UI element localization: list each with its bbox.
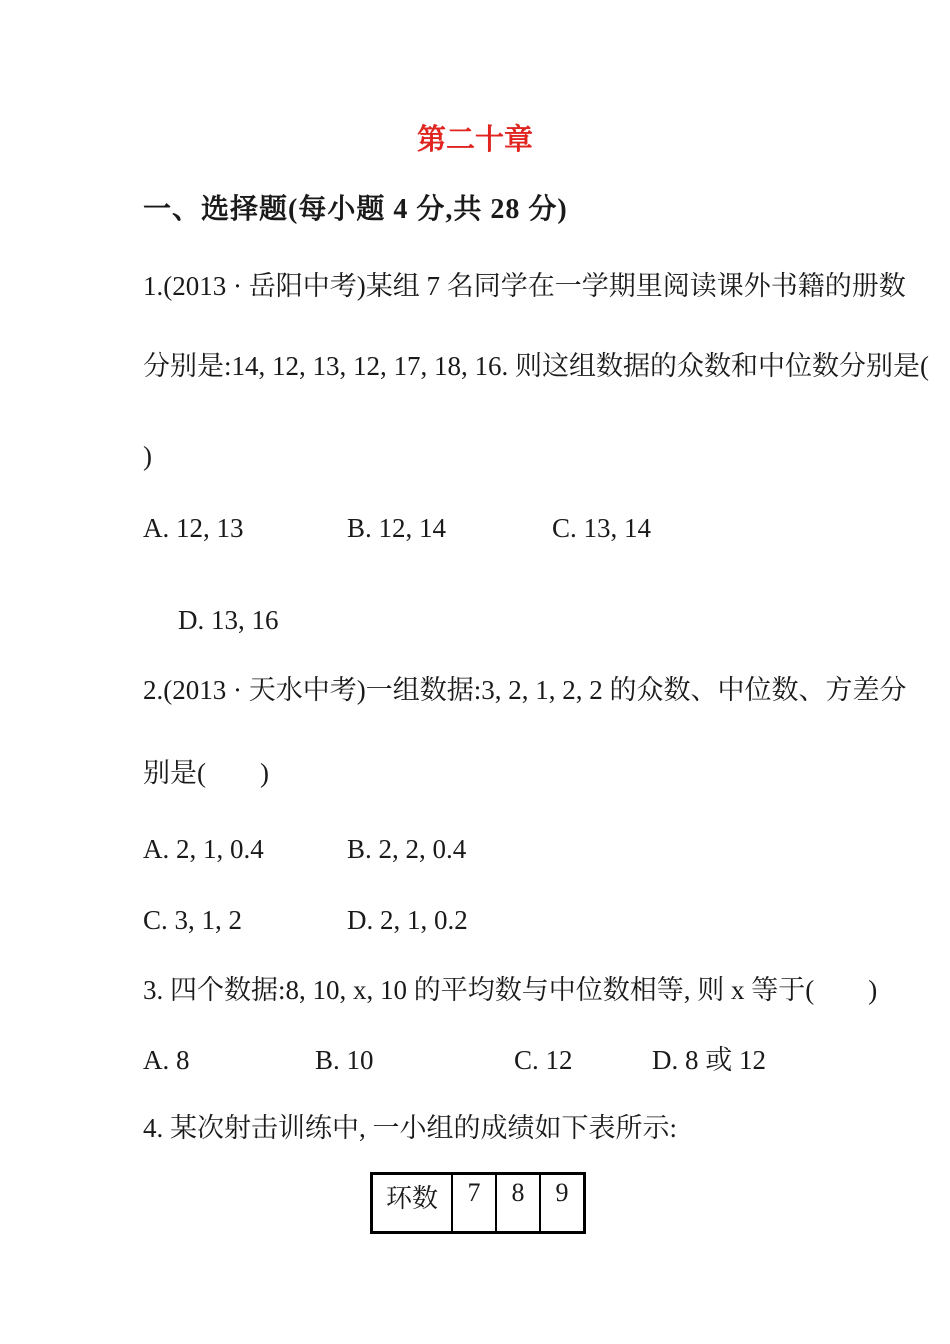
question-1-option-a: A. 12, 13: [143, 513, 244, 543]
score-table: [370, 1172, 586, 1234]
question-1-option-b: B. 12, 14: [347, 513, 447, 543]
question-1-line-1: 1.(2013 · 岳阳中考)某组 7 名同学在一学期里阅读课外书籍的册数: [143, 271, 906, 301]
question-4-line-1: 4. 某次射击训练中, 一小组的成绩如下表所示:: [143, 1113, 678, 1143]
question-2-option-a: A. 2, 1, 0.4: [143, 834, 264, 864]
question-2-line-2: 别是( ): [143, 758, 269, 788]
chapter-title: 第二十章: [416, 124, 533, 156]
question-3-option-a: A. 8: [143, 1045, 190, 1075]
question-2-option-b: B. 2, 2, 0.4: [347, 834, 467, 864]
question-3-option-d: D. 8 或 12: [652, 1045, 766, 1075]
question-2-option-d: D. 2, 1, 0.2: [347, 905, 468, 935]
question-1-line-3: ): [143, 441, 152, 471]
question-3-line-1: 3. 四个数据:8, 10, x, 10 的平均数与中位数相等, 则 x 等于( ): [143, 975, 878, 1005]
question-2-line-1: 2.(2013 · 天水中考)一组数据:3, 2, 1, 2, 2 的众数、中位数、方差分: [143, 675, 907, 705]
score-table-value-cell: 7: [452, 1174, 496, 1233]
score-table-header-cell: 环数: [372, 1174, 453, 1233]
score-table-value-cell: 8: [496, 1174, 540, 1233]
question-1-line-2: 分别是:14, 12, 13, 12, 17, 18, 16. 则这组数据的众数和中位数分别是(: [143, 351, 929, 381]
section-heading: 一、选择题(每小题 4 分,共 28 分): [143, 194, 568, 225]
question-3-option-b: B. 10: [315, 1045, 374, 1075]
score-table-value-cell: 9: [540, 1174, 585, 1233]
question-3-option-c: C. 12: [514, 1045, 573, 1075]
question-1-option-d: D. 13, 16: [178, 605, 279, 635]
score-table-row: [372, 1174, 585, 1233]
question-2-option-c: C. 3, 1, 2: [143, 905, 243, 935]
question-1-option-c: C. 13, 14: [552, 513, 652, 543]
